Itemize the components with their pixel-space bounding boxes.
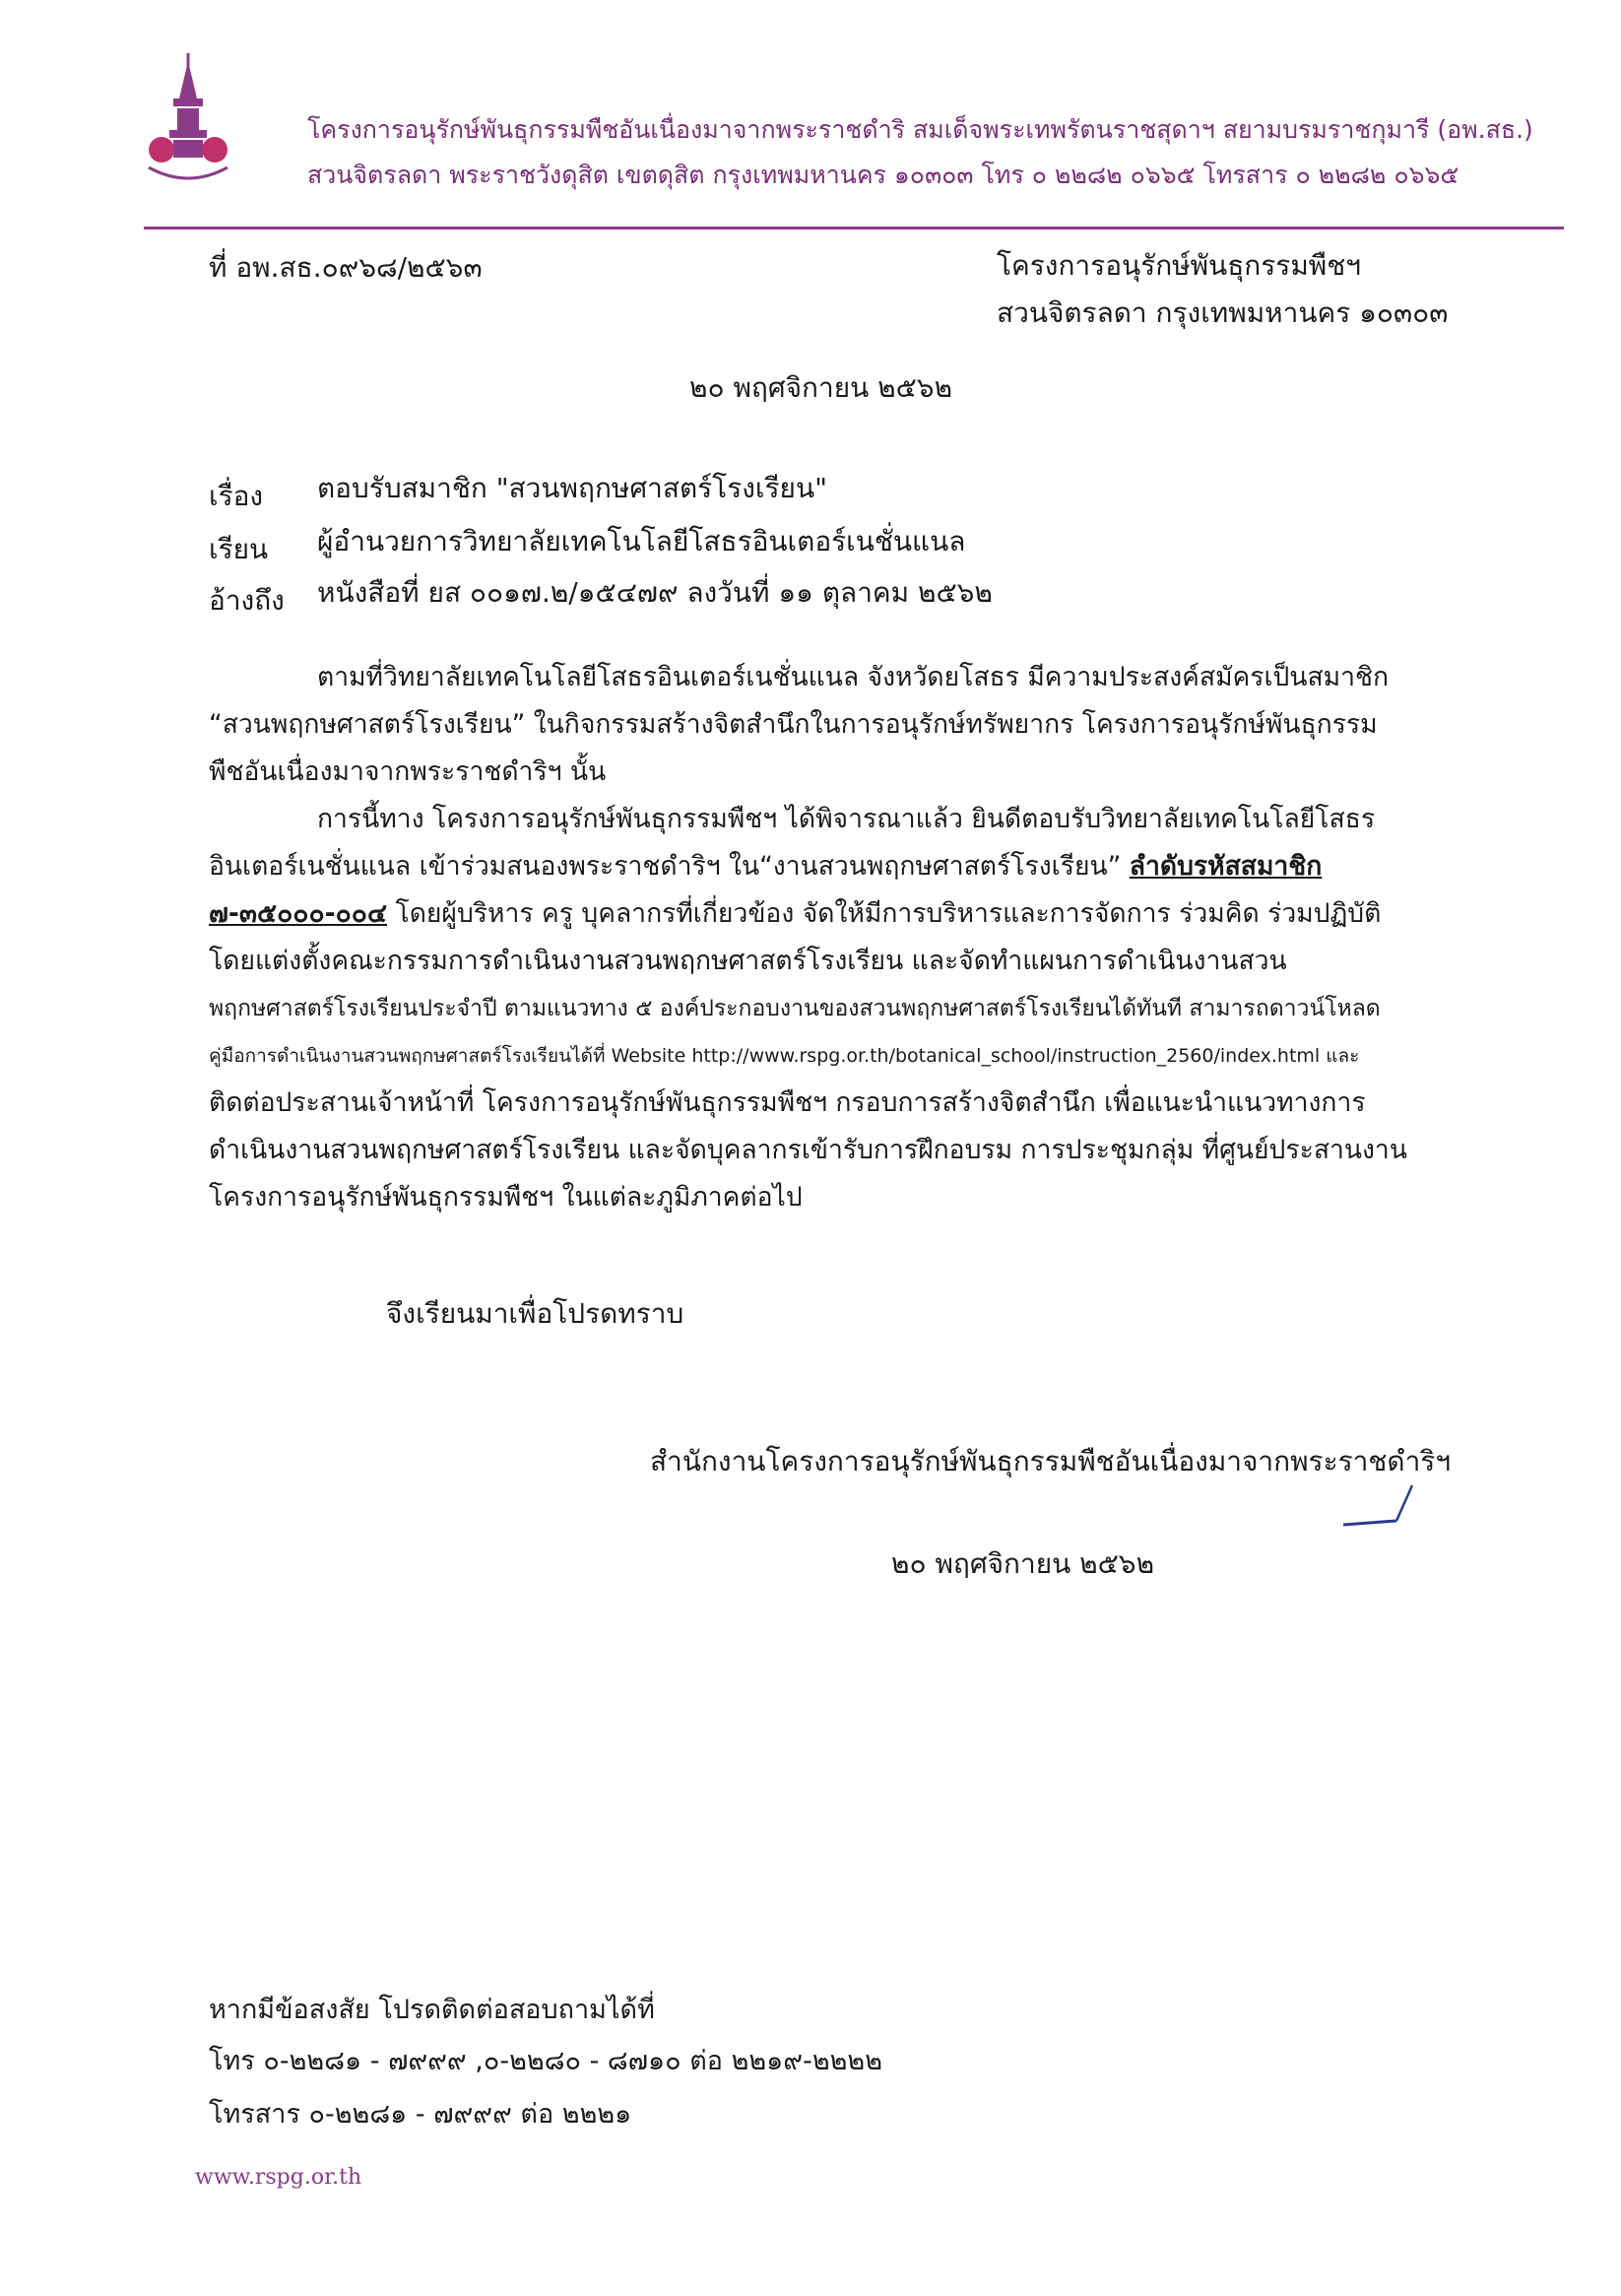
subject-label: เรื่อง (209, 480, 264, 512)
reference-label: อ้างถึง (209, 584, 285, 617)
rspg-emblem-logo (144, 51, 232, 189)
recipient-label: เรียน (209, 533, 269, 565)
paragraph-2-line: ติดต่อประสานเจ้าหน้าที่ โครงการอนุรักษ์พันธุกรรมพืชฯ กรอบการสร้างจิตสำนึก เพื่อแนะนำแนวทางการ (209, 1087, 1366, 1118)
document-number: ที่ อพ.สธ.๐๙๖๘/๒๕๖๓ (209, 251, 483, 284)
paragraph-1-line: พืชอันเนื่องมาจากพระราชดำริฯ นั้น (209, 756, 607, 787)
signatory-office: สำนักงานโครงการอนุรักษ์พันธุกรรมพืชอันเนื่องมาจากพระราชดำริฯ (650, 1445, 1452, 1477)
paragraph-2-text: โดยผู้บริหาร ครู บุคลากรที่เกี่ยวข้อง จัดให้มีการบริหารและการจัดการ ร่วมคิด ร่วมปฏิบัติ (387, 898, 1382, 929)
recipient-value: ผู้อำนวยการวิทยาลัยเทคโนโลยีโสธรอินเตอร์เนชั่นแนล (317, 525, 966, 558)
paragraph-2-line-website: คู่มือการดำเนินงานสวนพฤกษศาสตร์โรงเรียนได้ที่ Website http://www.rspg.or.th/botanical_school/instruction_2560/index.html และ (209, 1045, 1360, 1067)
letterhead-divider (144, 227, 1564, 230)
website-link[interactable]: www.rspg.or.th (195, 2165, 362, 2190)
letterhead-address: สวนจิตรลดา พระราชวังดุสิต เขตดุสิต กรุงเทพมหานคร ๑๐๓๐๓ โทร ๐ ๒๒๘๒ ๐๖๖๕ โทรสาร ๐ ๒๒๘๒ ๐๖๖๕ (307, 161, 1459, 189)
paragraph-2-line: โดยแต่งตั้งคณะกรรมการดำเนินงานสวนพฤกษศาสตร์โรงเรียน และจัดทำแผนการดำเนินงานสวน (209, 946, 1287, 976)
member-code-value: ๗-๓๕๐๐๐-๐๐๔ (209, 898, 388, 929)
paragraph-2-line: ดำเนินงานสวนพฤกษศาสตร์โรงเรียน และจัดบุคลากรเข้ารับการฝึกอบรม การประชุมกลุ่ม ที่ศูนย์ประสานงาน (209, 1135, 1407, 1165)
paragraph-2-text: อินเตอร์เนชั่นแนล เข้าร่วมสนองพระราชดำริฯ ใน“งานสวนพฤกษศาสตร์โรงเรียน” (209, 851, 1130, 882)
contact-fax: โทรสาร ๐-๒๒๘๑ - ๗๙๙๙ ต่อ ๒๒๒๑ (209, 2099, 632, 2130)
closing-text: จึงเรียนมาเพื่อโปรดทราบ (386, 1297, 684, 1330)
paragraph-1 (209, 654, 1430, 796)
signature-mark (1339, 1477, 1418, 1537)
subject-value: ตอบรับสมาชิก "สวนพฤกษศาสตร์โรงเรียน" (317, 472, 827, 504)
paragraph-2-line: การนี้ทาง โครงการอนุรักษ์พันธุกรรมพืชฯ ได้พิจารณาแล้ว ยินดีตอบรับวิทยาลัยเทคโนโลยีโสธร (317, 804, 1376, 834)
signature-date: ๒๐ พฤศจิกายน ๒๕๖๒ (891, 1547, 1155, 1580)
paragraph-1-line: ตามที่วิทยาลัยเทคโนโลยีโสธรอินเตอร์เนชั่นแนล จังหวัดยโสธร มีความประสงค์สมัครเป็นสมาชิก (317, 662, 1390, 692)
paragraph-2-line: พฤกษศาสตร์โรงเรียนประจำปี ตามแนวทาง ๕ องค์ประกอบงานของสวนพฤกษศาสตร์โรงเรียนได้ทันที สามารถดาวน์โหลด (209, 996, 1381, 1021)
sender-address-line2: สวนจิตรลดา กรุงเทพมหานคร ๑๐๓๐๓ (997, 296, 1449, 329)
paragraph-1-line: “สวนพฤกษศาสตร์โรงเรียน” ในกิจกรรมสร้างจิตสำนึกในการอนุรักษ์ทรัพยากร โครงการอนุรักษ์พันธุกรรม (209, 709, 1378, 740)
reference-value: หนังสือที่ ยส ๐๐๑๗.๒/๑๕๔๗๙ ลงวันที่ ๑๑ ตุลาคม ๒๕๖๒ (317, 576, 993, 609)
letterhead-title: โครงการอนุรักษ์พันธุกรรมพืชอันเนื่องมาจากพระราชดำริ สมเด็จพระเทพรัตนราชสุดาฯ สยามบรมราชกุมารี (อพ.สธ.) (307, 115, 1533, 144)
letter-date: ๒๐ พฤศจิกายน ๒๕๖๒ (689, 371, 953, 404)
paragraph-2-line (209, 890, 1430, 938)
paragraph-2-line: โครงการอนุรักษ์พันธุกรรมพืชฯ ในแต่ละภูมิภาคต่อไป (209, 1182, 803, 1213)
paragraph-2-line (209, 843, 1430, 890)
paragraph-2 (209, 796, 1430, 1221)
contact-intro: หากมีข้อสงสัย โปรดติดต่อสอบถามได้ที่ (209, 1995, 655, 2025)
contact-phone: โทร ๐-๒๒๘๑ - ๗๙๙๙ ,๐-๒๒๘๐ - ๘๗๑๐ ต่อ ๒๒๑๙-๒๒๒๒ (209, 2046, 883, 2076)
member-code-label: ลำดับรหัสสมาชิก (1129, 851, 1323, 882)
sender-address-line1: โครงการอนุรักษ์พันธุกรรมพืชฯ (997, 249, 1361, 282)
